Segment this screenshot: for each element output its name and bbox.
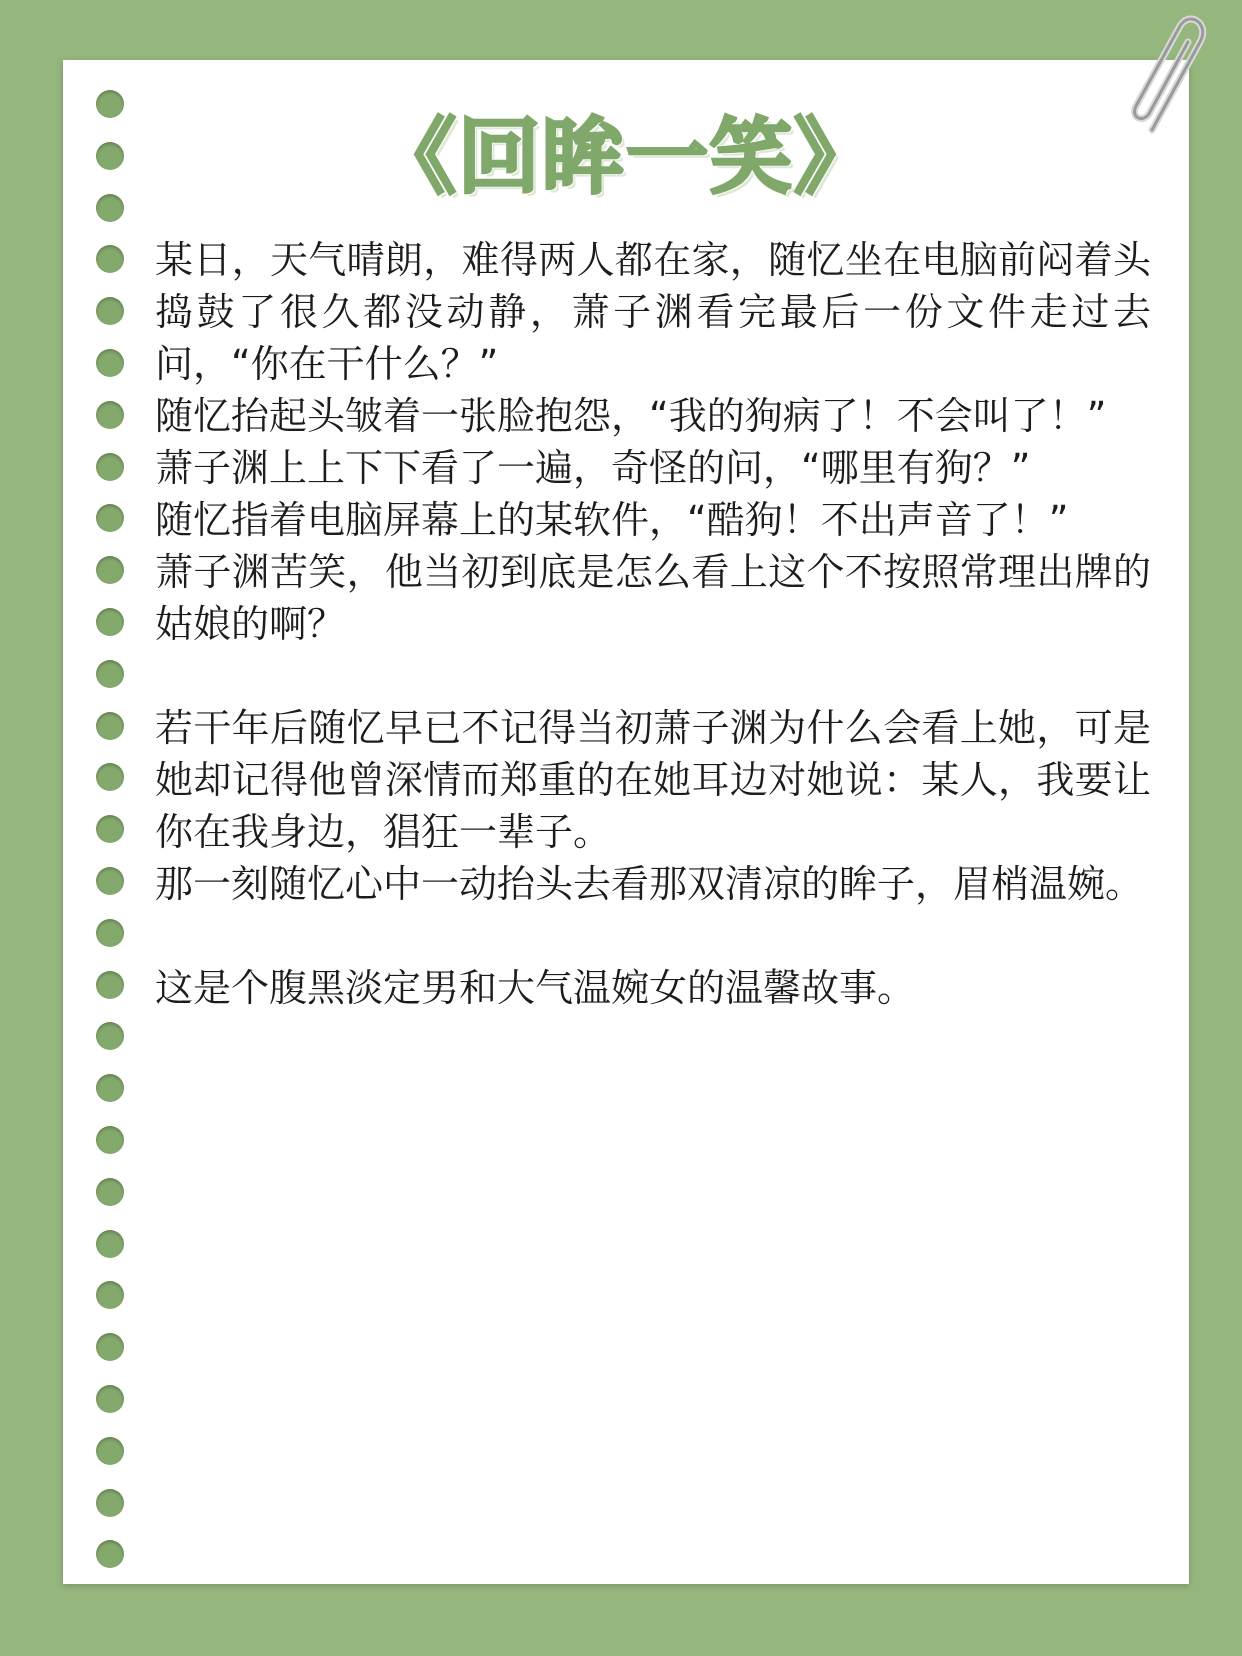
- binder-hole: [96, 867, 124, 895]
- binder-hole: [96, 245, 124, 273]
- binder-hole: [96, 1126, 124, 1154]
- paragraph-gap: [155, 910, 1151, 962]
- paragraph: 那一刻随忆心中一动抬头去看那双清凉的眸子，眉梢温婉。: [155, 862, 1144, 906]
- paragraph: 这是个腹黑淡定男和大气温婉女的温馨故事。: [155, 966, 916, 1010]
- binder-hole: [96, 504, 124, 532]
- binder-hole: [96, 712, 124, 740]
- binder-hole: [96, 1281, 124, 1309]
- binder-hole: [96, 919, 124, 947]
- binder-hole: [96, 401, 124, 429]
- binder-hole: [96, 1437, 124, 1465]
- binder-holes: [96, 90, 126, 1570]
- page-title: 《回眸一笑》: [373, 110, 878, 205]
- paragraph: 随忆抬起头皱着一张脸抱怨，“我的狗病了！不会叫了！”: [155, 394, 1107, 438]
- binder-hole: [96, 1489, 124, 1517]
- binder-hole: [96, 660, 124, 688]
- binder-hole: [96, 1385, 124, 1413]
- binder-hole: [96, 1022, 124, 1050]
- story-text: [155, 234, 1151, 1014]
- binder-hole: [96, 815, 124, 843]
- binder-hole: [96, 971, 124, 999]
- binder-hole: [96, 1074, 124, 1102]
- binder-hole: [96, 1230, 124, 1258]
- paragraph: 萧子渊上上下下看了一遍，奇怪的问，“哪里有狗？”: [155, 446, 1031, 490]
- binder-hole: [96, 763, 124, 791]
- binder-hole: [96, 349, 124, 377]
- binder-hole: [96, 1540, 124, 1568]
- binder-hole: [96, 453, 124, 481]
- paragraph-gap: [155, 650, 1151, 702]
- binder-hole: [96, 1178, 124, 1206]
- paragraph: 若干年后随忆早已不记得当初萧子渊为什么会看上她，可是她却记得他曾深情而郑重的在她耳边对她说：某人，我要让你在我身边，猖狂一辈子。: [155, 706, 1151, 854]
- binder-hole: [96, 608, 124, 636]
- paragraph: 某日，天气晴朗，难得两人都在家，随忆坐在电脑前闷着头捣鼓了很久都没动静，萧子渊看完最后一份文件走过去问，“你在干什么？”: [155, 238, 1151, 386]
- binder-hole: [96, 1333, 124, 1361]
- binder-hole: [96, 297, 124, 325]
- binder-hole: [96, 556, 124, 584]
- paragraph: 随忆指着电脑屏幕上的某软件，“酷狗！不出声音了！”: [155, 498, 1069, 542]
- paragraph: 萧子渊苦笑，他当初到底是怎么看上这个不按照常理出牌的姑娘的啊？: [155, 550, 1151, 646]
